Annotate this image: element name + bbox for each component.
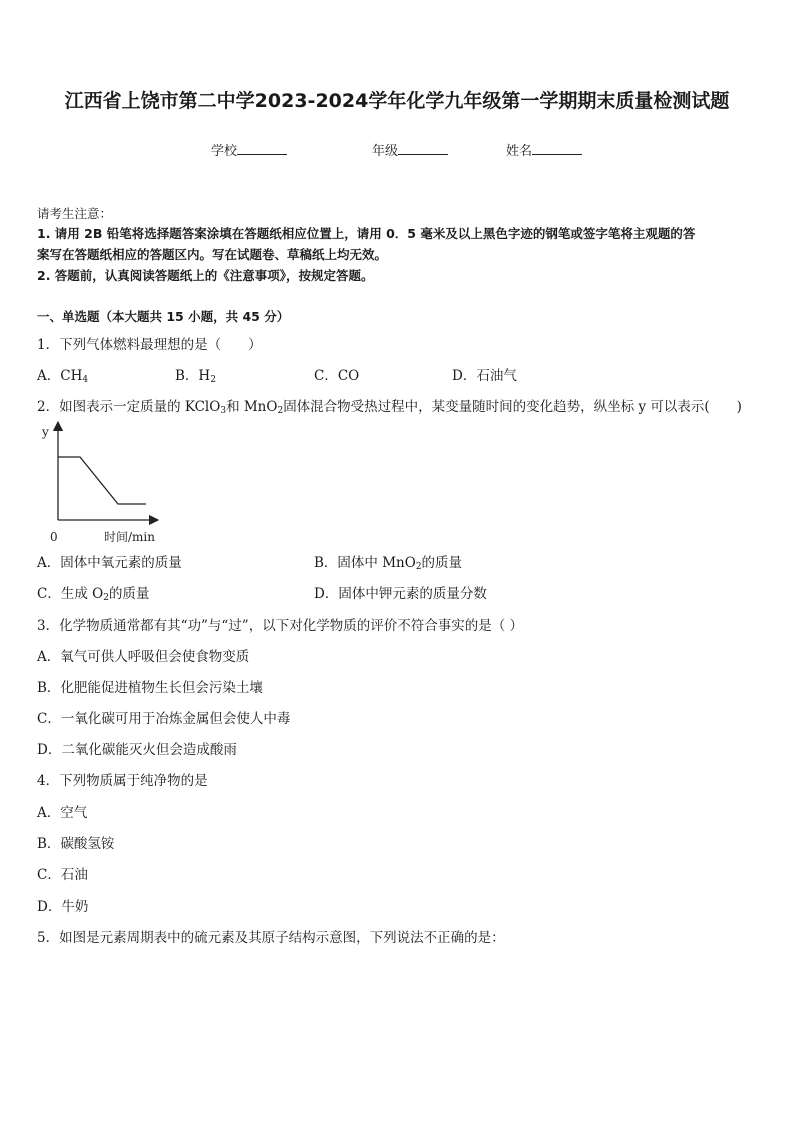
q2-option-a: A．固体中氧元素的质量 [37, 555, 182, 571]
graph-origin-label: 0 [50, 530, 58, 544]
graph-y-label: y [42, 425, 49, 439]
section-heading: 一、单选题（本大题共 15 小题，共 45 分） [37, 309, 290, 324]
graph-x-label: 时间/min [104, 530, 155, 544]
page-title: 江西省上饶市第二中学2023-2024学年化学九年级第一学期期末质量检测试题 [64, 90, 730, 112]
q3-stem: 3．化学物质通常都有其“功”与“过”，以下对化学物质的评价不符合事实的是（ ） [37, 618, 523, 634]
notice-item-1b: 案写在答题纸相应的答题区内。写在试题卷、草稿纸上均无效。 [37, 247, 388, 262]
q1-option-d: D．石油气 [452, 368, 517, 384]
grade-field [372, 140, 448, 159]
school-field [211, 140, 287, 159]
q3-option-b: B．化肥能促进植物生长但会污染土壤 [37, 680, 263, 696]
q4-stem: 4．下列物质属于纯净物的是 [37, 773, 208, 789]
name-label: 姓名 [506, 144, 533, 159]
q1-option-c: C．CO [314, 368, 360, 384]
grade-label: 年级 [372, 144, 399, 159]
q5-stem: 5．如图是元素周期表中的硫元素及其原子结构示意图，下列说法不正确的是： [37, 930, 505, 946]
q2-stem: 2．如图表示一定质量的 KClO$_3$和 MnO$_2$固体混合物受热过程中，某变量随时间的变化趋势，纵坐标 y 可以表示( ) [37, 399, 742, 416]
notice-heading: 请考生注意： [37, 206, 113, 221]
grade-blank [398, 142, 448, 155]
q1-option-a: A．$CH_4$ [37, 368, 89, 385]
q2-option-d: D．固体中钾元素的质量分数 [314, 586, 487, 602]
name-blank [532, 142, 582, 155]
q4-option-c: C．石油 [37, 867, 88, 883]
name-field [506, 140, 582, 159]
notice-item-2: 2. 答题前，认真阅读答题纸上的《注意事项》，按规定答题。 [37, 268, 374, 283]
q3-option-c: C．一氧化碳可用于冶炼金属但会使人中毒 [37, 711, 291, 727]
trend-line [58, 457, 146, 504]
q4-option-a: A．空气 [37, 805, 88, 821]
q2-option-c: C．生成 $O_2$的质量 [37, 586, 150, 603]
q2-option-b: B．固体中 MnO$_2$的质量 [314, 555, 463, 572]
notice-item-1a: 1. 请用 2B 铅笔将选择题答案涂填在答题纸相应位置上，请用 0．5 毫米及以上黑色字迹的钢笔或签字笔将主观题的答 [37, 226, 696, 241]
q4-option-d: D．牛奶 [37, 899, 89, 915]
q1-option-b: B．$H_2$ [175, 368, 216, 385]
q3-option-d: D．二氧化碳能灭火但会造成酸雨 [37, 742, 237, 758]
school-label: 学校 [211, 144, 238, 159]
q2-graph [36, 420, 166, 545]
q1-stem: 1．下列气体燃料最理想的是（ ） [37, 337, 262, 353]
q3-option-a: A．氧气可供人呼吸但会使食物变质 [37, 649, 250, 665]
q4-option-b: B．碳酸氢铵 [37, 836, 115, 852]
school-blank [237, 142, 287, 155]
